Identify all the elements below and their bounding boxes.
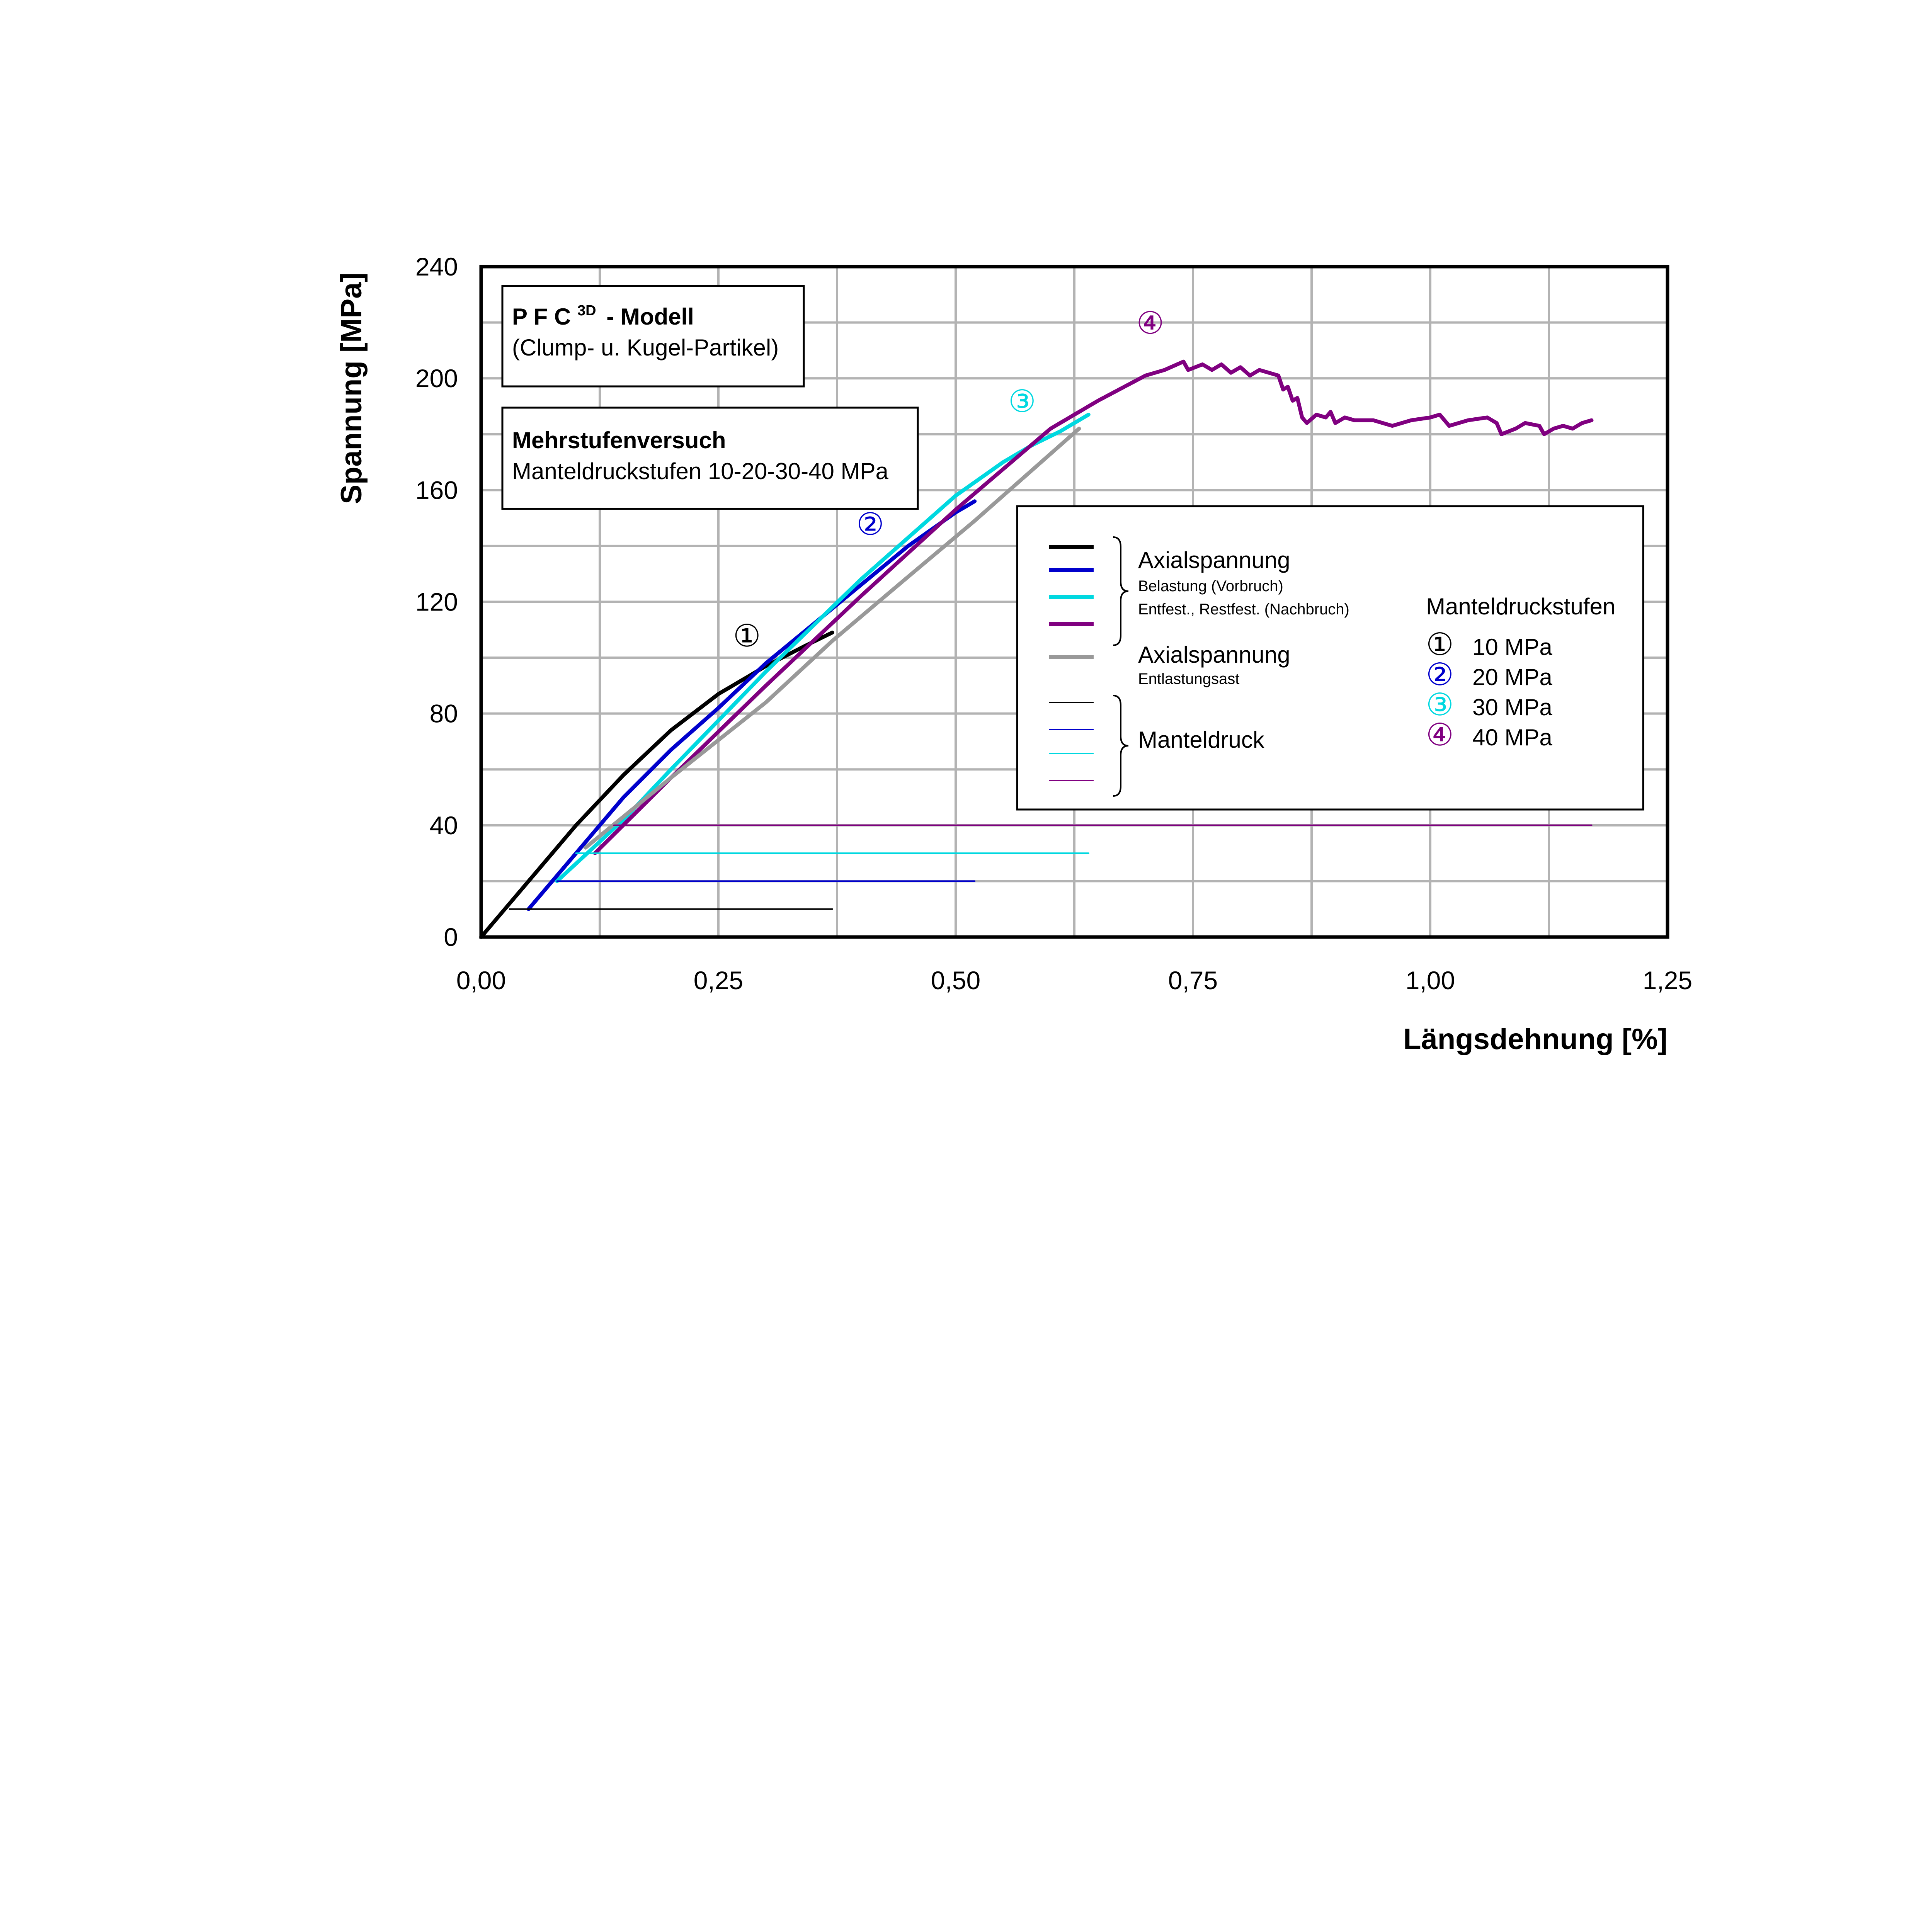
- legend-stage-symbol: ①: [1426, 626, 1454, 662]
- y-tick-label: 40: [429, 811, 458, 840]
- model-superscript: 3D: [577, 303, 596, 319]
- x-tick-labels: [456, 966, 1692, 995]
- legend-confining-label: Manteldruck: [1138, 727, 1264, 753]
- y-tick-label: 160: [415, 476, 458, 505]
- x-axis-label: Längsdehnung [%]: [1403, 1023, 1668, 1056]
- stage-marker: ②: [856, 506, 884, 542]
- legend-axial-unloading-label: Axialspannung: [1138, 642, 1290, 668]
- legend-stage-value: 40 MPa: [1472, 724, 1552, 750]
- stage-marker: ④: [1136, 305, 1164, 341]
- legend-axial-label: Axialspannung: [1138, 547, 1290, 573]
- x-tick-label: 0,50: [931, 966, 981, 995]
- x-tick-label: 1,25: [1642, 966, 1693, 995]
- stage-marker: ③: [1008, 383, 1036, 419]
- legend-stage-symbol: ②: [1426, 656, 1454, 692]
- legend-stage-value: 10 MPa: [1472, 634, 1552, 660]
- info-box-test: [502, 408, 918, 509]
- legend-stage-value: 20 MPa: [1472, 664, 1552, 690]
- y-tick-label: 200: [415, 364, 458, 393]
- legend-stage-value: 30 MPa: [1472, 694, 1552, 720]
- legend-stages-title: Manteldruckstufen: [1426, 594, 1616, 619]
- info-box-model: [502, 286, 804, 386]
- legend-stage-list: [1426, 626, 1552, 753]
- test-subtitle: Manteldruckstufen 10-20-30-40 MPa: [512, 458, 888, 484]
- legend-postfailure-sub: Entfest., Restfest. (Nachbruch): [1138, 601, 1349, 618]
- model-subtitle: (Clump- u. Kugel-Partikel): [512, 335, 779, 361]
- x-tick-label: 0,00: [456, 966, 506, 995]
- y-tick-labels: [415, 252, 458, 951]
- legend: [1017, 506, 1643, 810]
- model-title-rest: - Modell: [606, 304, 694, 330]
- x-tick-label: 0,25: [693, 966, 744, 995]
- legend-loading-sub: Belastung (Vorbruch): [1138, 578, 1283, 595]
- y-tick-label: 240: [415, 252, 458, 281]
- x-tick-label: 1,00: [1405, 966, 1455, 995]
- y-axis-label: Spannung [MPa]: [335, 272, 368, 504]
- y-tick-label: 0: [444, 923, 458, 951]
- x-tick-label: 0,75: [1168, 966, 1218, 995]
- y-tick-label: 120: [415, 587, 458, 616]
- test-title: Mehrstufenversuch: [512, 427, 726, 453]
- legend-stage-symbol: ④: [1426, 717, 1454, 753]
- legend-unloading-sub: Entlastungsast: [1138, 670, 1240, 687]
- legend-stage-symbol: ③: [1426, 687, 1454, 723]
- y-tick-label: 80: [429, 699, 458, 728]
- model-title: P F C: [512, 304, 571, 330]
- stage-marker: ①: [733, 618, 761, 654]
